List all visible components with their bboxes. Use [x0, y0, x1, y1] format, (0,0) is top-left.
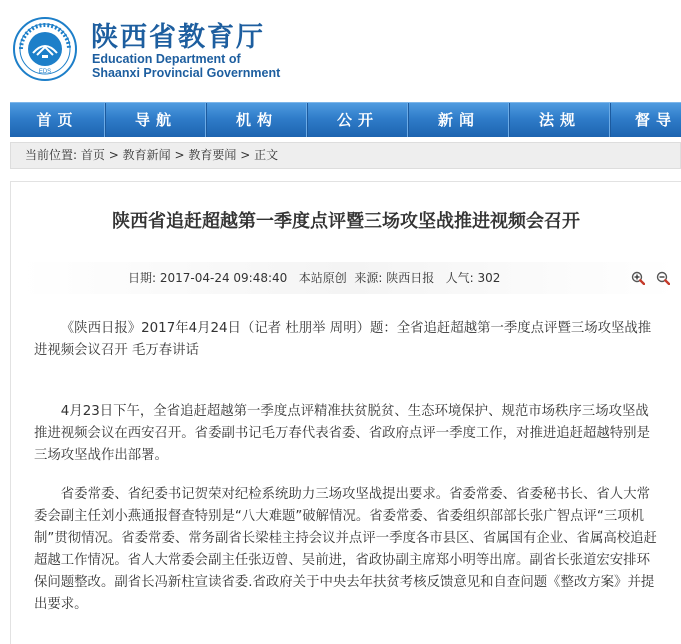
breadcrumb-separator: > [108, 148, 119, 162]
breadcrumb [10, 142, 681, 169]
breadcrumb-separator: > [240, 148, 251, 162]
nav-item-home[interactable]: 首页 [10, 103, 106, 137]
article-meta: 日期: 2017-04-24 09:48:40 本站原创 来源: 陕西日报 人气: 302 [128, 271, 501, 285]
zoom-out-icon[interactable] [656, 271, 670, 285]
breadcrumb-education-headlines[interactable]: 教育要闻 [188, 148, 237, 162]
breadcrumb-prefix: 当前位置: [25, 148, 78, 162]
breadcrumb-education-news[interactable]: 教育新闻 [122, 148, 171, 162]
site-header [0, 0, 681, 102]
article-paragraph: 省委常委、省纪委书记贺荣对纪检系统助力三场攻坚战提出要求。省委常委、省委秘书长、省人大常委会副主任刘小燕通报督查特别是“八大难题”破解情况。省委常委、省委组织部部长张广智点评“三项机制”贯彻情况。省委常委、常务副省长梁桂主持会议并点评一季度各市县区、省属国有企业、省属高校追赶超越工作情况。省人大常委会副主任张迈曾、吴前进，省政协副主席郑小明等出席。副省长张道宏安排环保问题整改。副省长冯新柱宣读省委.省政府关于中央去年扶贫考核反馈意见和自查问题《整改方案》并提出要求。 [34, 487, 657, 612]
nav-item-public[interactable]: 公开 [308, 103, 409, 137]
svg-text:EDS: EDS [38, 69, 52, 75]
article-meta-bar [21, 262, 676, 294]
breadcrumb-current: 正文 [254, 148, 279, 162]
article-title: 陕西省追赶超越第一季度点评暨三场攻坚战推进视频会召开 [112, 211, 580, 232]
breadcrumb-home[interactable]: 首页 [80, 148, 105, 162]
article-paragraph: 《陕西日报》2017年4月24日（记者 杜朋举 周明）题：全省追赶超越第一季度点评暨三场攻坚战推进视频会议召开 毛万春讲话 [34, 321, 652, 358]
site-name-en-line1: Education Department of [92, 52, 241, 66]
nav-item-guide[interactable]: 导航 [106, 103, 207, 137]
nav-item-news[interactable]: 新闻 [409, 103, 510, 137]
article-container [10, 181, 681, 644]
nav-item-regulations[interactable]: 法规 [510, 103, 611, 137]
nav-item-supervision[interactable]: 督导 [635, 111, 678, 129]
nav-item-organization[interactable]: 机构 [207, 103, 308, 137]
main-nav [10, 102, 681, 137]
zoom-in-icon[interactable] [631, 271, 645, 285]
education-emblem-logo[interactable] [13, 17, 77, 81]
breadcrumb-separator: > [174, 148, 185, 162]
article-paragraph: 4月23日下午，全省追赶超越第一季度点评精准扶贫脱贫、生态环境保护、规范市场秩序三场攻坚战推进视频会议在西安召开。省委副书记毛万春代表省委、省政府点评一季度工作，对推进追赶超越特别是三场攻坚战作出部署。 [34, 404, 650, 463]
site-name-en-line2: Shaanxi Provincial Government [92, 66, 281, 80]
site-name-cn: 陕西省教育厅 [91, 22, 265, 53]
